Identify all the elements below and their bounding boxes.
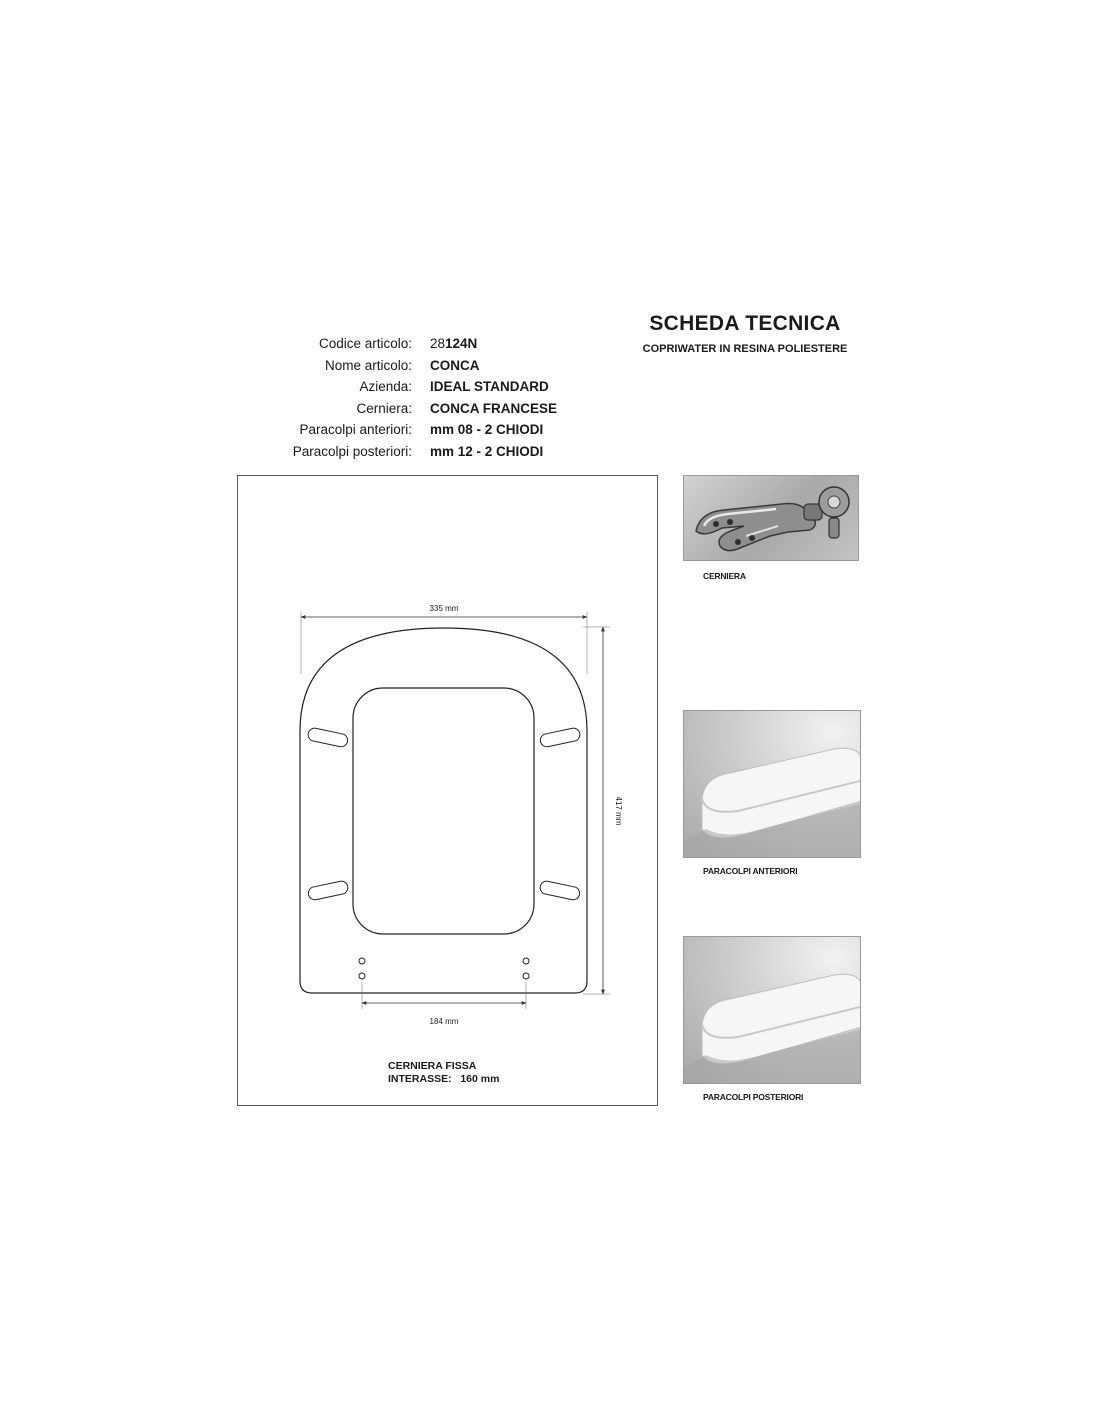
spec-row-paracolpi-posteriori: [240, 441, 557, 463]
spec-label: Azienda:: [359, 379, 412, 395]
rear-bumper-photo: [683, 936, 861, 1084]
bumper-slot: [539, 727, 581, 748]
caption-line: INTERASSE: 160 mm: [388, 1073, 500, 1085]
seat-outer-outline: [300, 628, 587, 993]
spec-value: [430, 336, 477, 351]
seat-inner-opening: [353, 688, 534, 934]
front-bumper-caption: PARACOLPI ANTERIORI: [703, 866, 798, 876]
front-bumper-photo: [683, 710, 861, 858]
spec-table: [240, 333, 557, 462]
spec-label: Codice articolo:: [318, 336, 412, 352]
dimension-label-bottom: 184 mm: [429, 1017, 459, 1026]
spec-row-azienda: [240, 376, 557, 398]
rear-bumper-caption: PARACOLPI POSTERIORI: [703, 1092, 804, 1102]
spec-row-paracolpi-anteriori: [240, 419, 557, 441]
dimension-label-height: 417 mm: [614, 796, 623, 826]
hinge-hole: [523, 958, 529, 964]
spec-row-nome: [240, 355, 557, 377]
hinge-photo: [683, 475, 859, 561]
technical-drawing-panel: [237, 475, 658, 1106]
spec-row-codice: [240, 333, 557, 355]
spec-label: Nome articolo:: [324, 357, 412, 373]
spec-label: Cerniera:: [356, 400, 412, 416]
spec-label: Paracolpi posteriori:: [292, 443, 412, 459]
hinge-hole: [359, 973, 365, 979]
toilet-seat-drawing: [238, 476, 659, 1107]
bumper-slot: [539, 880, 581, 901]
spec-value: IDEAL STANDARD: [430, 379, 549, 395]
spec-value: mm 08 - 2 CHIODI: [430, 422, 544, 438]
spec-value: CONCA: [430, 357, 480, 373]
hinge-photo-caption: CERNIERA: [703, 571, 746, 581]
dimension-label-width: 335 mm: [429, 604, 459, 613]
bumper-illustration: [684, 937, 861, 1084]
spec-row-cerniera: [240, 398, 557, 420]
page-subtitle: COPRIWATER IN RESINA POLIESTERE: [642, 343, 848, 355]
page-title: SCHEDA TECNICA: [649, 312, 841, 335]
bumper-illustration: [684, 711, 861, 858]
spec-value: mm 12 - 2 CHIODI: [430, 443, 544, 459]
hinge-spec-caption: [388, 1060, 499, 1086]
spec-value: CONCA FRANCESE: [430, 400, 558, 416]
bumper-slot: [307, 880, 349, 901]
hinge-illustration: [684, 476, 859, 561]
spec-value-prefix: 28: [430, 336, 446, 352]
hinge-hole: [359, 958, 365, 964]
caption-line: CERNIERA FISSA: [388, 1060, 477, 1072]
spec-label: Paracolpi anteriori:: [299, 422, 412, 438]
bumper-slot: [307, 727, 349, 748]
hinge-hole: [523, 973, 529, 979]
spec-value-main: 124N: [445, 336, 478, 352]
